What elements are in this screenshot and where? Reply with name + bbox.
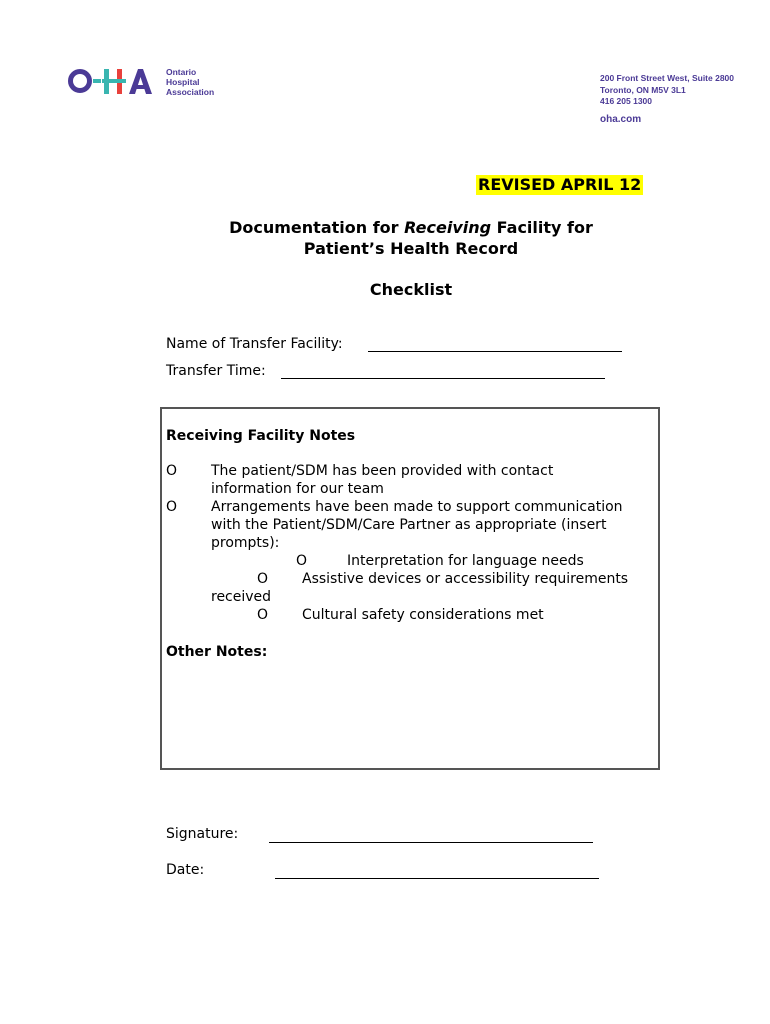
title-text-a: Documentation for [229,218,405,237]
checkbox-sub-1[interactable]: O [296,553,308,569]
transfer-time-line[interactable] [281,378,605,379]
checkbox-item-1[interactable]: O [166,463,178,479]
date-line[interactable] [275,878,599,879]
signature-line[interactable] [269,842,593,843]
title-text-b: Facility for [491,218,593,237]
item-1-text-line-1: The patient/SDM has been provided with contact [211,463,554,479]
item-2-text-line-2: with the Patient/SDM/Care Partner as appropriate (insert [211,517,607,533]
checkbox-sub-2[interactable]: O [257,571,269,587]
address-website[interactable]: oha.com [600,113,642,125]
notes-heading: Receiving Facility Notes [166,428,356,444]
title-text-italic: Receiving [404,218,492,237]
logo-line-3: Association [166,87,215,97]
logo-dash-mark [93,79,101,83]
transfer-facility-label: Name of Transfer Facility: [166,336,343,352]
logo-line-1: Ontario [166,67,197,77]
revised-banner: REVISED APRIL 12 [478,175,642,194]
logo-a-mark [129,69,152,94]
title-line-2: Patient’s Health Record [303,239,519,258]
sub-2-text-line-2: received [211,589,272,605]
item-2-text-line-1: Arrangements have been made to support communication [211,499,623,515]
address-line-1: 200 Front Street West, Suite 2800 [600,73,735,83]
address-block [600,73,734,125]
checklist-heading: Checklist [369,280,453,299]
checkbox-item-2[interactable]: O [166,499,178,515]
transfer-facility-line[interactable] [368,351,622,352]
item-1-text-line-2: information for our team [211,481,384,497]
address-phone: 416 205 1300 [600,96,652,106]
transfer-time-label: Transfer Time: [166,363,266,379]
logo-line-2: Hospital [166,77,200,87]
sub-3-text: Cultural safety considerations met [302,607,544,623]
address-line-2: Toronto, ON M5V 3L1 [600,84,686,95]
logo-wordmark [166,67,214,97]
sub-2-text-line-1: Assistive devices or accessibility requirements [302,571,629,587]
logo-o-mark [71,72,90,91]
checkbox-sub-3[interactable]: O [257,607,269,623]
title-line-1 [160,217,662,238]
sub-1-text: Interpretation for language needs [347,553,584,569]
signature-label: Signature: [166,826,239,842]
date-label: Date: [166,862,205,878]
other-notes-heading: Other Notes: [166,644,268,660]
document-title [160,217,662,259]
item-2-text-line-3: prompts): [211,535,280,551]
